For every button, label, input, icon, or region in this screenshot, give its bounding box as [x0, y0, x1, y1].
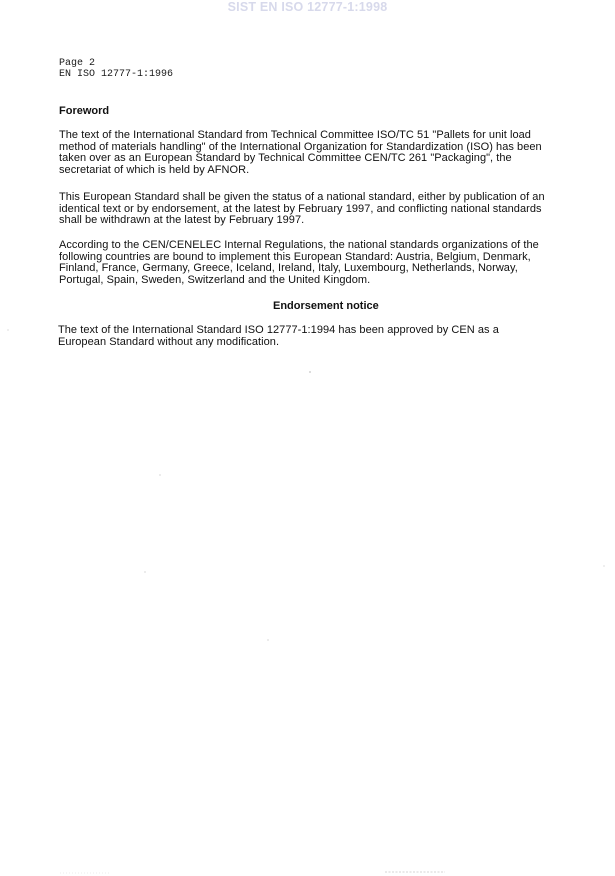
- speck: [8, 330, 9, 331]
- speck: [309, 371, 310, 372]
- speck: [145, 572, 146, 573]
- text-line: The text of the International Standard ISO 12777-1:1994 has been approved by CEN as a: [58, 324, 499, 336]
- document-reference: EN ISO 12777-1:1996: [59, 68, 174, 80]
- speck: [160, 475, 161, 476]
- speck: [604, 566, 605, 567]
- text-line: shall be withdrawn at the latest by February 1997.: [59, 214, 305, 227]
- text-line: identical text or by endorsement, at the latest by February 1997, and conflicting national standards: [59, 202, 542, 215]
- speck: [268, 640, 269, 641]
- text-line: According to the CEN/CENELEC Internal Regulations, the national standards organizations of the: [59, 239, 539, 251]
- foreword-heading: Foreword: [59, 105, 110, 117]
- text-line: Portugal, Spain, Sweden, Switzerland and the United Kingdom.: [59, 273, 371, 286]
- text-line: European Standard without any modification.: [58, 335, 280, 348]
- text-line: The text of the International Standard from Technical Committee ISO/TC 51 "Pallets for unit load: [59, 129, 531, 141]
- text-line: This European Standard shall be given the status of a national standard, either by publication of an: [59, 191, 545, 203]
- text-line: method of materials handling" of the International Organization for Standardization (ISO) has been: [59, 140, 542, 153]
- text-line: Finland, France, Germany, Greece, Iceland, Ireland, Italy, Luxembourg, Netherlands, Norway,: [59, 262, 518, 275]
- page-number: Page 2: [59, 58, 96, 69]
- text-line: following countries are bound to implement this European Standard: Austria, Belgium, Denmark,: [59, 250, 531, 263]
- text-line: secretariat of which is held by AFNOR.: [59, 163, 250, 176]
- watermark: SIST EN ISO 12777-1:1998: [227, 0, 388, 14]
- text-line: taken over as an European Standard by Technical Committee CEN/TC 261 "Packaging", the: [59, 152, 512, 165]
- endorsement-heading: Endorsement notice: [273, 300, 379, 312]
